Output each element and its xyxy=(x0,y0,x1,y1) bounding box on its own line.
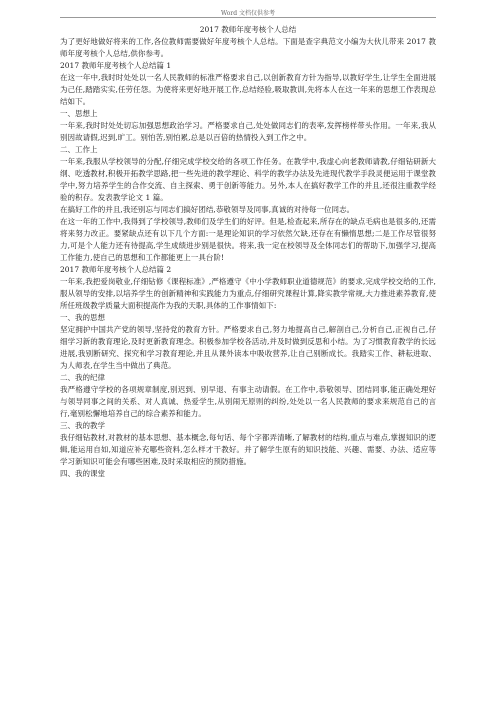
page-header: Word 文档仅供参考 xyxy=(221,10,275,17)
paragraph: 在搞好工作的并且,我还别忘与同志们搞好团结,恭敬领导及同事,真诚的对待每一位同志。 xyxy=(60,205,355,214)
section-heading: 一、思想上 xyxy=(60,109,98,118)
section-heading: 二、工作上 xyxy=(60,145,98,154)
paragraph: 我严格遵守学校的各项规章制度,别迟到、别早退、有事主动请假。在工作中,恭敬领导、团结同事,能正确处理好与领导同事之间的关系、对人真诚、热爱学生,从别闹无原则的纠纷,处处以一名人民教师的要求来规范自己的言行,毫别松懈地培养自己的综合素养和能力。 xyxy=(60,385,436,418)
document-title: 2017 教师年度考核个人总结 xyxy=(199,25,297,34)
paragraph: 坚定拥护中国共产党的领导,坚持党的教育方针。严格要求自己,努力地提高自己,解剖自己,分析自己,正视自己,仔细学习新的教育理论,及时更新教育理念。积极参加学校各活动,并及时做到反思和小结。为了习惯教育教学的长远进展,我别断研究、探究和学习教育理论,并且从课外读本中吸收营养,让自己别断成长。我踏实工作、耕耘进取、为人师表,在学生当中做出了典范。 xyxy=(60,325,436,370)
paragraph: 一年来,我服从学校领导的分配,仔细完成学校交给的各项工作任务。在教学中,我虚心向老教师请教,仔细钻研新大纲、吃透教材,积极开拓教学思路,把一些先进的教学理论、科学的教学办法及先进现代教学手段灵便运用于课堂教学中,努力培养学生的合作交流、自主探索、勇于创新等能力。另外,本人在搞好教学工作的并且,还很注重教学经验的积存。发表教学论文 1 篇。 xyxy=(60,157,436,202)
section-heading: 四、我的课堂 xyxy=(60,469,105,478)
section-heading: 二、我的纪律 xyxy=(60,373,105,382)
section-heading: 2017 教师年度考核个人总结篇 2 xyxy=(60,265,172,274)
section-heading: 三、我的教学 xyxy=(60,421,105,430)
paragraph: 在这一年的工作中,我得到了学校领导,教师们及学生们的好评。但是,检查起来,所存在的缺点毛病也是很多的,还需将来努力改正。要紧缺点还有以下几个方面:一是理论知识的学习依然欠缺,还存在有懒惰思想;二是工作尽管很努力,可是个人能力还有待提高,学生成绩进步别是很快。将来,我一定在校领导及全体同志们的帮助下,加强学习,提高工作能力,使自己的思想和工作都能更上一具台阶! xyxy=(60,217,436,262)
paragraph: 在这一年中,我时时处处以一名人民教师的标准严格要求自己,以创新教育方针为指导,以教好学生,让学生全面进展为己任,踏踏实实,任劳任怨。为使将来更好地开展工作,总结经验,吸取教训,先将本人在这一年来的思想工作表现总结如下。 xyxy=(60,73,436,106)
header-divider xyxy=(60,17,436,18)
paragraph: 我仔细钻教材,对教材的基本思想、基本概念,每句话、每个字都弄清晰,了解教材的结构,重点与难点,掌握知识的逻辑,能运用自如,知道应补充哪些资料,怎么样才干教好。并了解学生原有的知识技能、兴趣、需要、办法、适应等学习新知识可能会有哪些困难,及时采取相应的预防措施。 xyxy=(60,433,436,466)
document-page xyxy=(60,20,436,480)
paragraph: 一年来,我把爱岗敬业,仔细钻修《课程标准》,严格遵守《中小学教师职业道德规范》的要求,完成学校交给的工作,服从领导的安排,以培养学生的创新精神和实践能力为重点,仔细研究课程计算,降实教学常规,大力推进素养教育,使所任班级教学质量大面积提高作为我的天职,具体的工作事情如下: xyxy=(60,277,436,310)
document-body xyxy=(60,36,436,480)
paragraph: 为了更好地做好将来的工作,各位教师需要做好年度考核个人总结。下面是查字典范文小编为大伙儿带来 2017 教师年度考核个人总结,供你参考。 xyxy=(60,37,436,58)
paragraph: 一年来,我时时处处切忘加强思想政治学习。严格要求自己,处处做同志们的表率,发挥榜样带头作用。一年来,我从别因故请假,迟到,旷工。别怕苦,别怕累,总是以百倍的热情投入到工作之中。 xyxy=(60,121,436,142)
section-heading: 一、我的思想 xyxy=(60,313,105,322)
section-heading: 2017 教师年度考核个人总结篇 1 xyxy=(60,61,172,70)
